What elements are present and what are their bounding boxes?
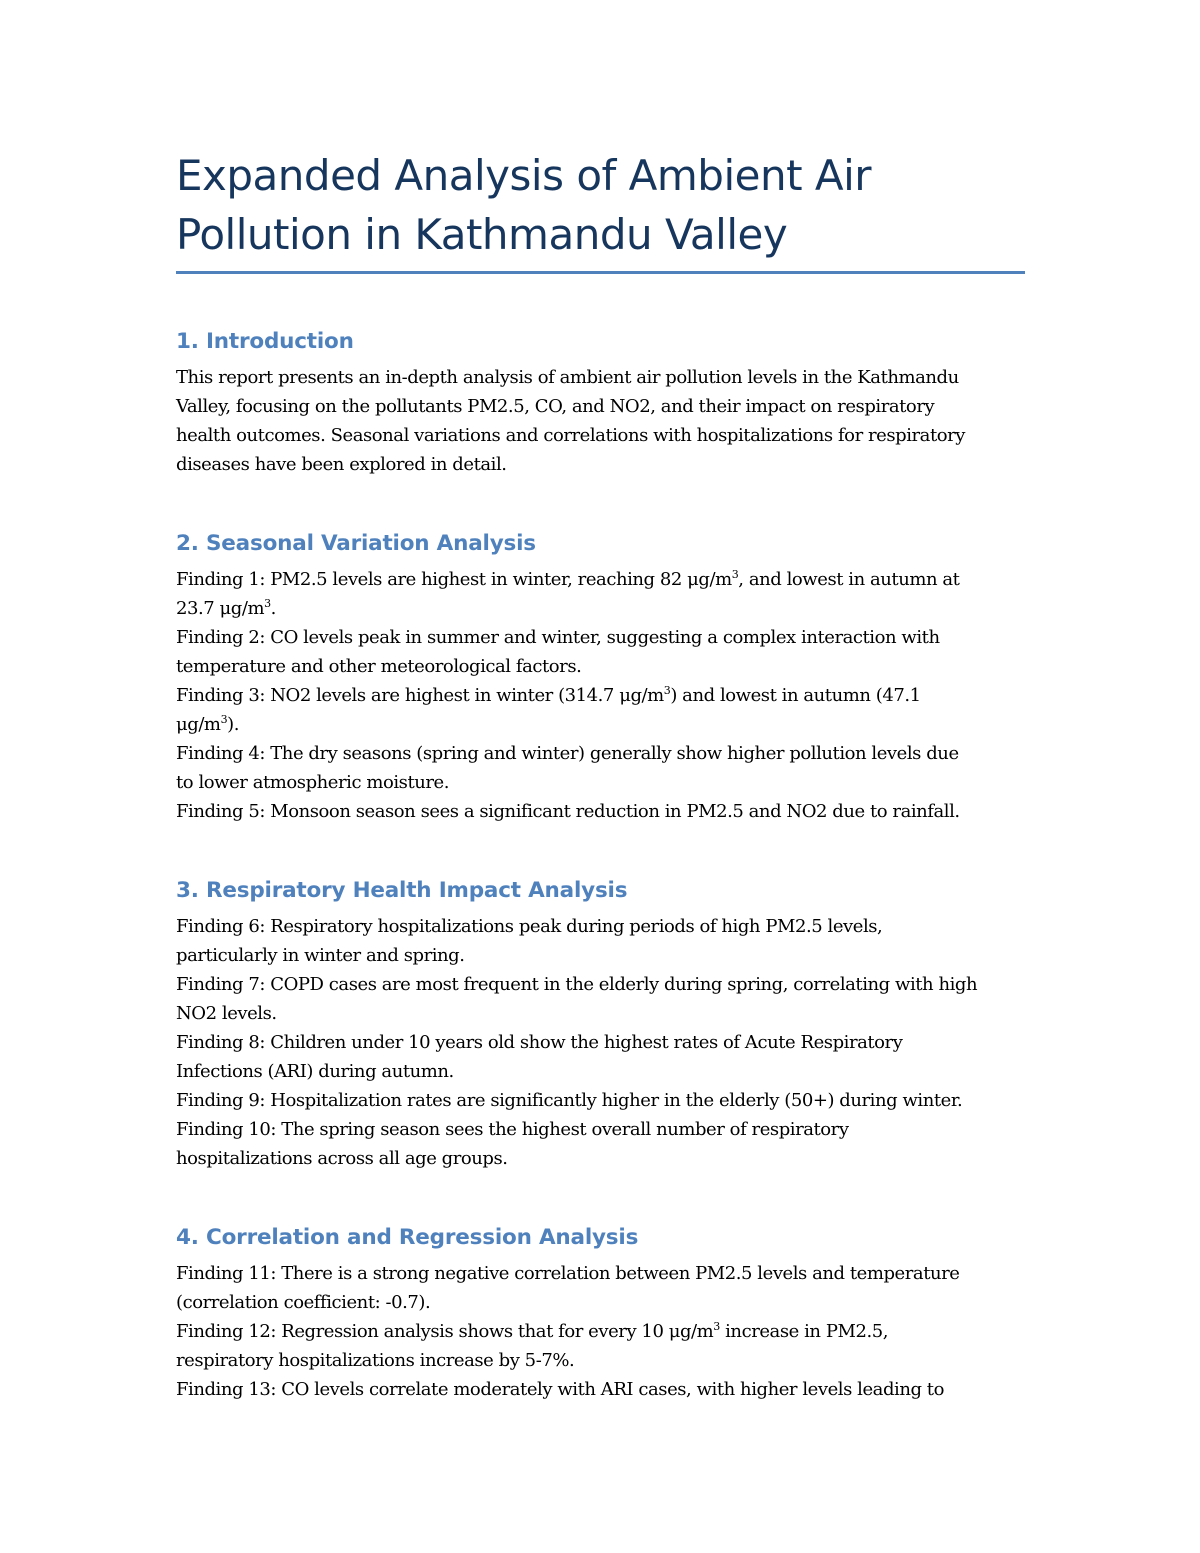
text-line: hospitalizations across all age groups. [176,1148,508,1169]
finding-3: Finding 3: NO2 levels are highest in winter (314.7 $\mu g/m^3$) and lowest in autumn (47.1 [176,684,921,706]
text-line: diseases have been explored in detail. [176,454,507,475]
text-line: NO2 levels. [176,1003,277,1024]
text-line: particularly in winter and spring. [176,945,465,966]
text-line: Valley, focusing on the pollutants PM2.5, CO, and NO2, and their impact on respiratory [176,396,935,417]
section-health-impact [176,876,1026,1173]
finding-3-cont: $\mu g/m^3$). [176,713,239,735]
section-seasonal-variation [176,529,1026,826]
superscript: 3 [220,713,228,726]
superscript: 3 [731,568,739,581]
finding-13: Finding 13: CO levels correlate moderately with ARI cases, with higher levels leading to [176,1379,944,1400]
finding-11-cont: (correlation coefficient: -0.7). [176,1292,431,1313]
finding-1: Finding 1: PM2.5 levels are highest in winter, reaching 82 $\mu g/m^3$, and lowest in autumn at [176,568,960,590]
text-line: This report presents an in-depth analysis of ambient air pollution levels in the Kathmandu [176,367,959,388]
text-line: Finding 6: Respiratory hospitalizations peak during periods of high PM2.5 levels, [176,916,883,937]
finding-12: Finding 12: Regression analysis shows that for every 10 $\mu g/m^3$ increase in PM2.5, [176,1320,889,1342]
document-body [176,146,1026,1404]
section-paragraph [176,912,1026,1173]
text-line: Finding 10: The spring season sees the highest overall number of respiratory [176,1119,849,1140]
section-paragraph [176,565,1026,826]
finding-4: Finding 4: The dry seasons (spring and winter) generally show higher pollution levels due [176,743,959,764]
text-line: Finding 7: COPD cases are most frequent in the elderly during spring, correlating with high [176,974,978,995]
finding-2-cont: temperature and other meteorological factors. [176,656,582,677]
section-heading: 3. Respiratory Health Impact Analysis [176,878,628,903]
section-heading: 4. Correlation and Regression Analysis [176,1225,639,1250]
title-line: Pollution in Kathmandu Valley [176,210,788,259]
text-line: Infections (ARI) during autumn. [176,1061,454,1082]
superscript: 3 [663,684,671,697]
text-line: Finding 8: Children under 10 years old show the highest rates of Acute Respiratory [176,1032,903,1053]
superscript: 3 [264,597,271,610]
section-introduction [176,327,1026,479]
text-line: Finding 9: Hospitalization rates are significantly higher in the elderly (50+) during winter. [176,1090,963,1111]
document-title [176,146,936,264]
finding-2: Finding 2: CO levels peak in summer and winter, suggesting a complex interaction with [176,627,940,648]
finding-4-cont: to lower atmospheric moisture. [176,772,450,793]
section-correlation-regression [176,1223,1026,1404]
section-paragraph [176,363,1026,479]
section-heading: 2. Seasonal Variation Analysis [176,531,536,556]
title-line: Expanded Analysis of Ambient Air [176,151,872,200]
finding-5: Finding 5: Monsoon season sees a significant reduction in PM2.5 and NO2 due to rainfall. [176,801,960,822]
superscript: 3 [713,1320,720,1333]
text-line: health outcomes. Seasonal variations and correlations with hospitalizations for respiratory [176,425,966,446]
section-heading: 1. Introduction [176,329,354,354]
finding-12-cont: respiratory hospitalizations increase by 5-7%. [176,1350,575,1371]
title-divider [176,271,1025,274]
section-paragraph [176,1259,1026,1404]
finding-11: Finding 11: There is a strong negative correlation between PM2.5 levels and temperature [176,1263,960,1284]
finding-1-cont: 23.7 $\mu g/m^3$. [176,597,276,619]
